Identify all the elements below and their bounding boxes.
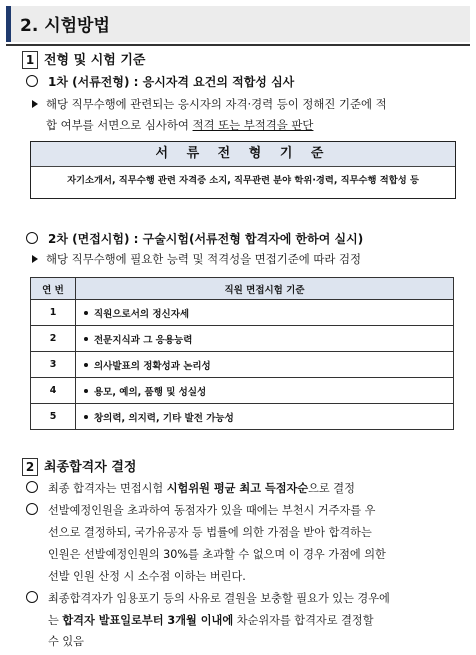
final-bullet-2-line4: 선발 인원 산정 시 소수점 이하는 버린다. xyxy=(48,570,246,583)
row-number: 2 xyxy=(31,326,76,352)
final-bullet-2-line2: 선으로 결정하되, 국가유공자 등 법률에 의한 가점을 받아 합격하는 xyxy=(48,526,372,539)
stage2-title-row xyxy=(26,228,363,250)
stage2-desc-row xyxy=(32,248,361,270)
final-bullet-2 xyxy=(26,500,376,522)
row-number: 4 xyxy=(31,378,76,404)
page-title: 2. 시험방법 xyxy=(20,16,110,36)
row-criteria xyxy=(76,300,454,326)
final-bullet-1-tail: 으로 결정 xyxy=(308,482,355,495)
final-bullet-1 xyxy=(26,478,355,500)
stage1-desc-line1 xyxy=(32,93,387,115)
stage2-title: 2차 (면접시험) : 구술시험(서류전형 합격자에 한하여 실시) xyxy=(48,232,364,246)
circle-bullet-icon xyxy=(26,232,38,244)
section-1-title: 전형 및 시험 기준 xyxy=(44,53,146,68)
final-bullet-1-text: 최종 합격자는 면접시험 xyxy=(48,482,167,495)
table-header-no: 연 번 xyxy=(31,278,76,300)
section-1-number: 1 xyxy=(22,51,38,69)
dot-bullet-icon xyxy=(84,415,88,419)
final-bullet-3-prefix: 는 xyxy=(48,614,63,627)
final-bullet-3-bold: 합격자 발표일로부터 3개월 이내에 xyxy=(62,614,234,627)
document-criteria-body: 자기소개서, 직무수행 관련 자격증 소지, 직무관련 분야 학위·경력, 직무수행 적합성 등 xyxy=(67,175,419,186)
section-2-number: 2 xyxy=(22,458,38,476)
row-number: 5 xyxy=(31,404,76,430)
table-header-row xyxy=(31,278,454,300)
circle-bullet-icon xyxy=(26,503,38,515)
row-text: 창의력, 의지력, 기타 발전 가능성 xyxy=(94,412,234,424)
stage2-desc: 해당 직무수행에 필요한 능력 및 적격성을 면접기준에 따라 검정 xyxy=(46,252,362,266)
header-divider xyxy=(6,44,470,46)
final-bullet-2-line1: 선발예정인원을 초과하여 동점자가 있을 때에는 부천시 거주자를 우 xyxy=(48,504,376,517)
final-bullet-3-line1: 최종합격자가 임용포기 등의 사유로 결원을 보충할 필요가 있는 경우에 xyxy=(48,592,390,605)
row-criteria xyxy=(76,326,454,352)
section-1-heading xyxy=(22,49,145,69)
triangle-bullet-icon xyxy=(32,100,38,108)
table-header-criteria: 직원 면접시험 기준 xyxy=(76,278,454,300)
table-row xyxy=(31,326,454,352)
row-text: 용모, 예의, 품행 및 성실성 xyxy=(94,386,207,398)
interview-criteria-table xyxy=(30,277,454,430)
stage1-title-row xyxy=(26,71,294,93)
stage1-desc-underlined: 적격 또는 부적격을 판단 xyxy=(192,118,314,132)
stage1-title: 1차 (서류전형) : 응시자격 요건의 적합성 심사 xyxy=(48,75,295,89)
dot-bullet-icon xyxy=(84,363,88,367)
row-text: 의사발표의 정확성과 논리성 xyxy=(94,360,211,372)
row-number: 3 xyxy=(31,352,76,378)
stage1-desc-text-2: 합 여부를 서면으로 심사하여 xyxy=(46,118,193,132)
table-row xyxy=(31,404,454,430)
final-bullet-3 xyxy=(26,588,390,610)
section-header-accent xyxy=(6,6,11,42)
document-criteria-heading: 서 류 전 형 기 준 xyxy=(31,142,455,167)
circle-bullet-icon xyxy=(26,591,38,603)
final-bullet-2-line3: 인원은 선발예정인원의 30%를 초과할 수 없으며 이 경우 가점에 의한 xyxy=(48,548,386,561)
final-bullet-1-bold: 시험위원 평균 최고 득점자순 xyxy=(166,482,309,495)
row-criteria xyxy=(76,352,454,378)
row-criteria xyxy=(76,378,454,404)
row-text: 전문지식과 그 응용능력 xyxy=(94,334,193,346)
final-bullet-3-tail: 차순위자를 합격자로 결정할 xyxy=(233,614,374,627)
table-row xyxy=(31,352,454,378)
dot-bullet-icon xyxy=(84,337,88,341)
table-row xyxy=(31,300,454,326)
document-criteria-box xyxy=(30,141,456,199)
final-bullet-3-line2 xyxy=(48,610,374,632)
row-criteria xyxy=(76,404,454,430)
section-2-title: 최종합격자 결정 xyxy=(44,460,137,475)
dot-bullet-icon xyxy=(84,389,88,393)
dot-bullet-icon xyxy=(84,311,88,315)
row-text: 직원으로서의 정신자세 xyxy=(94,308,190,320)
final-bullet-3-line3: 수 있음 xyxy=(48,635,84,648)
circle-bullet-icon xyxy=(26,481,38,493)
table-row xyxy=(31,378,454,404)
stage1-desc-line2 xyxy=(46,114,313,136)
triangle-bullet-icon xyxy=(32,255,38,263)
row-number: 1 xyxy=(31,300,76,326)
stage1-desc-text: 해당 직무수행에 관련되는 응시자의 자격·경력 등이 정해진 기준에 적 xyxy=(46,97,387,111)
circle-bullet-icon xyxy=(26,75,38,87)
section-2-heading xyxy=(22,456,136,476)
